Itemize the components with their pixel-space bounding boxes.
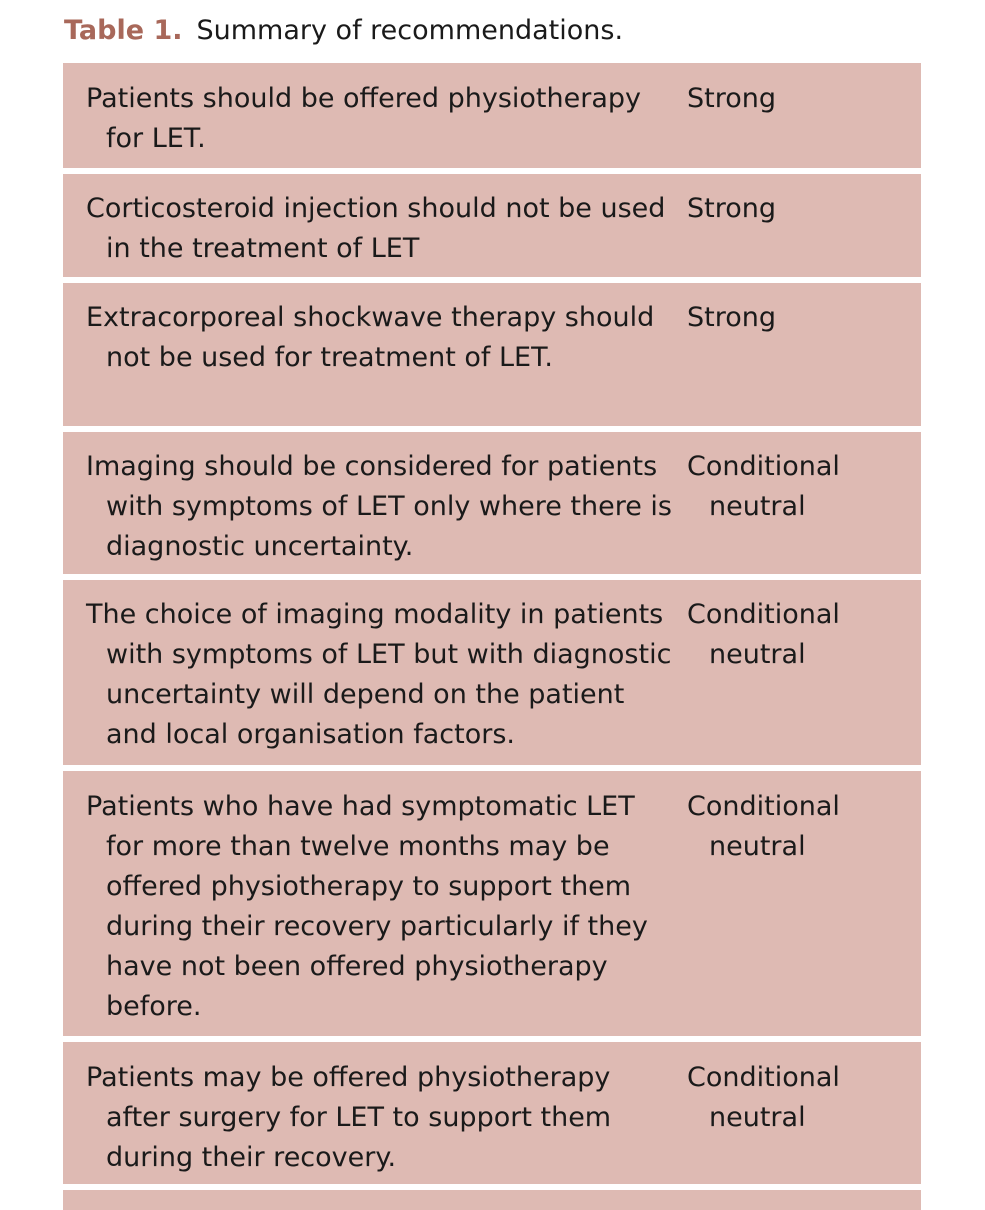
recommendation-strength: Strong bbox=[687, 83, 777, 114]
recommendation-text: Corticosteroid injection should not be used in the treatment of LET bbox=[86, 193, 666, 264]
table-row bbox=[63, 63, 921, 174]
table-row bbox=[63, 432, 921, 580]
recommendation-text: Imaging should be considered for patients with symptoms of LET only where there is diagnostic uncertainty. bbox=[86, 451, 672, 562]
recommendation-text: Patients should be offered physiotherapy for LET. bbox=[86, 83, 641, 154]
table-row bbox=[63, 283, 921, 432]
table-row bbox=[63, 1042, 921, 1190]
recommendation-text: Patients may be offered physiotherapy after surgery for LET to support them during their recovery. bbox=[86, 1062, 612, 1173]
table-row bbox=[63, 771, 921, 1042]
recommendation-strength: Conditional neutral bbox=[687, 451, 840, 522]
table-caption bbox=[64, 8, 623, 52]
recommendations-table bbox=[63, 63, 921, 1210]
recommendation-strength: Conditional neutral bbox=[687, 599, 840, 670]
recommendation-strength: Strong bbox=[687, 193, 777, 224]
recommendation-text: Extracorporeal shockwave therapy should not be used for treatment of LET. bbox=[86, 302, 655, 373]
recommendation-text: The choice of imaging modality in patients with symptoms of LET but with diagnostic uncertainty will depend on the patient and local organisation factors. bbox=[86, 599, 672, 750]
table-row bbox=[63, 174, 921, 283]
recommendation-strength: Conditional neutral bbox=[687, 791, 840, 862]
table-row-partial bbox=[63, 1190, 921, 1210]
recommendation-strength: Strong bbox=[687, 302, 777, 333]
table-row bbox=[63, 580, 921, 771]
recommendation-strength: Conditional neutral bbox=[687, 1062, 840, 1133]
table-title: Summary of recommendations. bbox=[196, 14, 624, 46]
table-label: Table 1. bbox=[64, 14, 183, 46]
recommendation-text: Patients who have had symptomatic LET for more than twelve months may be offered physiotherapy to support them during their recovery particularly if they have not been offered physiotherapy before. bbox=[86, 791, 648, 1022]
